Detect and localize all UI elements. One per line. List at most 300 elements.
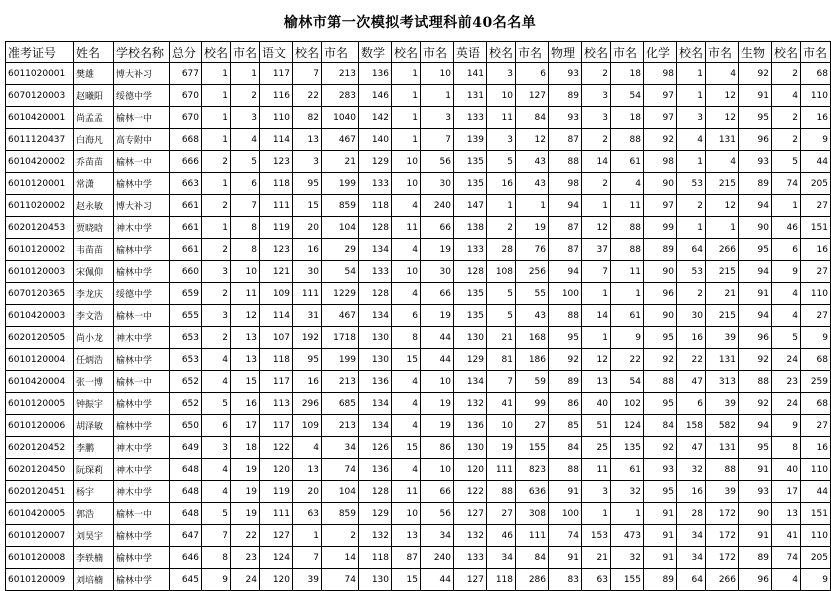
score-cell: 95	[644, 481, 677, 503]
column-header: 化学	[644, 42, 677, 63]
score-cell: 308	[516, 503, 549, 525]
score-cell: 1	[611, 503, 644, 525]
score-cell: 51	[582, 415, 611, 437]
score-cell: 659	[170, 283, 202, 305]
score-cell: 27	[516, 415, 549, 437]
score-cell: 98	[644, 151, 677, 173]
score-cell: 19	[421, 393, 454, 415]
name-cell: 尚小龙	[74, 327, 114, 349]
score-cell: 130	[359, 349, 392, 371]
table-row	[6, 459, 831, 481]
column-header: 英语	[454, 42, 487, 63]
score-cell: 127	[454, 569, 487, 591]
score-cell: 1	[202, 85, 231, 107]
score-cell: 131	[706, 129, 739, 151]
score-cell: 213	[322, 371, 359, 393]
exam-id-cell: 6020120451	[6, 481, 74, 503]
score-cell: 84	[549, 437, 582, 459]
score-cell: 16	[801, 239, 831, 261]
score-cell: 61	[611, 459, 644, 481]
score-cell: 7	[293, 547, 322, 569]
score-cell: 94	[739, 415, 772, 437]
score-cell: 12	[516, 129, 549, 151]
score-cell: 28	[677, 503, 706, 525]
school-cell: 榆林中学	[114, 349, 170, 371]
score-cell: 30	[421, 261, 454, 283]
score-cell: 135	[611, 437, 644, 459]
score-cell: 66	[421, 481, 454, 503]
score-cell: 4	[392, 283, 421, 305]
score-cell: 27	[801, 305, 831, 327]
score-cell: 1040	[322, 107, 359, 129]
score-cell: 10	[421, 459, 454, 481]
score-cell: 1	[582, 195, 611, 217]
column-header: 市名	[706, 42, 739, 63]
score-cell: 94	[739, 305, 772, 327]
score-cell: 648	[170, 503, 202, 525]
score-cell: 34	[322, 437, 359, 459]
score-cell: 240	[421, 547, 454, 569]
score-cell: 102	[611, 393, 644, 415]
table-row	[6, 393, 831, 415]
name-cell: 尚孟孟	[74, 107, 114, 129]
score-cell: 4	[202, 349, 231, 371]
name-cell: 胡泽敏	[74, 415, 114, 437]
score-cell: 135	[454, 283, 487, 305]
score-cell: 127	[260, 525, 293, 547]
score-cell: 54	[611, 85, 644, 107]
school-cell: 榆林中学	[114, 261, 170, 283]
score-cell: 132	[359, 525, 392, 547]
name-cell: 李鹏	[74, 437, 114, 459]
score-cell: 2	[202, 327, 231, 349]
score-cell: 94	[549, 261, 582, 283]
score-cell: 91	[739, 459, 772, 481]
score-cell: 4	[202, 481, 231, 503]
table-row	[6, 547, 831, 569]
score-cell: 16	[293, 239, 322, 261]
score-cell: 3	[202, 305, 231, 327]
exam-id-cell: 6011020002	[6, 195, 74, 217]
score-cell: 32	[611, 547, 644, 569]
score-cell: 64	[677, 569, 706, 591]
score-cell: 1	[421, 85, 454, 107]
score-cell: 4	[392, 415, 421, 437]
score-cell: 88	[549, 305, 582, 327]
score-cell: 96	[739, 327, 772, 349]
score-cell: 96	[739, 129, 772, 151]
score-cell: 136	[359, 371, 392, 393]
score-cell: 99	[516, 393, 549, 415]
score-cell: 93	[739, 481, 772, 503]
score-cell: 1	[487, 195, 516, 217]
score-cell: 118	[260, 173, 293, 195]
score-cell: 13	[392, 525, 421, 547]
score-cell: 132	[454, 525, 487, 547]
score-cell: 9	[202, 569, 231, 591]
score-cell: 17	[231, 415, 260, 437]
score-cell: 111	[293, 283, 322, 305]
score-cell: 4	[706, 63, 739, 85]
score-cell: 95	[644, 327, 677, 349]
school-cell: 神木中学	[114, 217, 170, 239]
score-cell: 9	[772, 415, 801, 437]
score-cell: 6	[677, 393, 706, 415]
score-cell: 88	[611, 217, 644, 239]
score-cell: 4	[202, 371, 231, 393]
score-cell: 4	[611, 173, 644, 195]
score-cell: 10	[392, 173, 421, 195]
score-cell: 859	[322, 503, 359, 525]
score-cell: 89	[739, 547, 772, 569]
score-cell: 2	[677, 195, 706, 217]
score-cell: 2	[202, 195, 231, 217]
score-cell: 11	[611, 195, 644, 217]
score-cell: 10	[421, 371, 454, 393]
score-cell: 30	[677, 305, 706, 327]
score-cell: 107	[260, 327, 293, 349]
column-header: 校名	[392, 42, 421, 63]
score-cell: 4	[392, 371, 421, 393]
school-cell: 博大补习	[114, 63, 170, 85]
name-cell: 李龙庆	[74, 283, 114, 305]
score-cell: 1	[392, 107, 421, 129]
name-cell: 乔苗苗	[74, 151, 114, 173]
score-cell: 89	[549, 371, 582, 393]
name-cell: 贾晓晗	[74, 217, 114, 239]
score-cell: 645	[170, 569, 202, 591]
score-cell: 64	[677, 239, 706, 261]
score-cell: 652	[170, 371, 202, 393]
score-cell: 660	[170, 261, 202, 283]
score-cell: 16	[487, 173, 516, 195]
score-cell: 34	[677, 525, 706, 547]
table-row	[6, 107, 831, 129]
score-cell: 95	[739, 437, 772, 459]
score-cell: 18	[231, 437, 260, 459]
score-cell: 134	[359, 415, 392, 437]
score-cell: 215	[706, 305, 739, 327]
score-cell: 89	[549, 85, 582, 107]
score-cell: 4	[293, 437, 322, 459]
score-cell: 134	[359, 393, 392, 415]
table-row	[6, 261, 831, 283]
score-cell: 74	[549, 525, 582, 547]
score-cell: 90	[644, 261, 677, 283]
score-cell: 96	[739, 569, 772, 591]
score-cell: 104	[322, 481, 359, 503]
score-cell: 6	[231, 173, 260, 195]
exam-id-cell: 6010120006	[6, 415, 74, 437]
score-cell: 1	[202, 173, 231, 195]
score-cell: 2	[231, 85, 260, 107]
score-cell: 823	[516, 459, 549, 481]
sheet-title: 榆林市第一次模拟考试理科前40名名单	[283, 15, 537, 31]
score-cell: 4	[392, 239, 421, 261]
score-cell: 110	[801, 85, 831, 107]
score-cell: 129	[359, 151, 392, 173]
name-cell: 常潇	[74, 173, 114, 195]
score-cell: 670	[170, 85, 202, 107]
score-cell: 136	[454, 415, 487, 437]
score-cell: 124	[260, 547, 293, 569]
score-cell: 120	[260, 459, 293, 481]
score-cell: 3	[421, 107, 454, 129]
school-cell: 榆林中学	[114, 239, 170, 261]
score-cell: 127	[454, 503, 487, 525]
score-cell: 5	[231, 151, 260, 173]
table-row	[6, 217, 831, 239]
score-cell: 117	[260, 63, 293, 85]
score-cell: 39	[706, 327, 739, 349]
score-cell: 87	[549, 129, 582, 151]
score-cell: 94	[739, 261, 772, 283]
score-cell: 12	[706, 107, 739, 129]
score-cell: 8	[231, 217, 260, 239]
score-cell: 132	[454, 393, 487, 415]
name-cell: 李文浩	[74, 305, 114, 327]
score-cell: 22	[611, 349, 644, 371]
score-cell: 27	[801, 195, 831, 217]
score-cell: 1	[392, 85, 421, 107]
score-cell: 134	[359, 239, 392, 261]
score-cell: 30	[421, 173, 454, 195]
score-cell: 3	[231, 107, 260, 129]
score-cell: 74	[322, 459, 359, 481]
exam-id-cell: 6010120001	[6, 173, 74, 195]
column-header: 校名	[202, 42, 231, 63]
name-cell: 刘培楠	[74, 569, 114, 591]
score-cell: 25	[582, 437, 611, 459]
exam-id-cell: 6011020001	[6, 63, 74, 85]
score-cell: 158	[677, 415, 706, 437]
score-cell: 43	[516, 173, 549, 195]
score-cell: 89	[739, 173, 772, 195]
score-cell: 2	[582, 173, 611, 195]
score-cell: 146	[359, 85, 392, 107]
score-cell: 95	[739, 107, 772, 129]
score-cell: 661	[170, 217, 202, 239]
score-cell: 56	[421, 503, 454, 525]
score-cell: 9	[801, 569, 831, 591]
score-cell: 4	[772, 305, 801, 327]
ranking-table	[5, 41, 831, 591]
score-cell: 91	[739, 525, 772, 547]
table-row	[6, 371, 831, 393]
score-cell: 4	[772, 283, 801, 305]
exam-id-cell: 6070120003	[6, 85, 74, 107]
score-cell: 119	[260, 481, 293, 503]
score-cell: 111	[260, 195, 293, 217]
score-cell: 96	[644, 283, 677, 305]
score-cell: 47	[677, 371, 706, 393]
score-cell: 86	[549, 393, 582, 415]
score-cell: 4	[772, 85, 801, 107]
score-cell: 119	[260, 217, 293, 239]
score-cell: 92	[739, 349, 772, 371]
score-cell: 1	[293, 525, 322, 547]
score-cell: 199	[322, 349, 359, 371]
column-header: 数学	[359, 42, 392, 63]
score-cell: 100	[549, 503, 582, 525]
score-cell: 19	[487, 437, 516, 459]
score-cell: 1	[706, 217, 739, 239]
score-cell: 131	[706, 437, 739, 459]
score-cell: 661	[170, 195, 202, 217]
score-cell: 12	[706, 85, 739, 107]
school-cell: 高专附中	[114, 129, 170, 151]
score-cell: 87	[549, 217, 582, 239]
score-cell: 84	[516, 107, 549, 129]
score-cell: 13	[293, 459, 322, 481]
score-cell: 108	[487, 261, 516, 283]
score-cell: 124	[611, 415, 644, 437]
score-cell: 95	[549, 327, 582, 349]
score-cell: 213	[322, 415, 359, 437]
score-cell: 44	[801, 481, 831, 503]
score-cell: 136	[359, 63, 392, 85]
score-cell: 129	[454, 349, 487, 371]
score-cell: 88	[487, 481, 516, 503]
name-cell: 宋佩仰	[74, 261, 114, 283]
score-cell: 21	[487, 327, 516, 349]
score-cell: 215	[706, 261, 739, 283]
score-cell: 88	[549, 459, 582, 481]
score-cell: 39	[706, 481, 739, 503]
score-cell: 151	[801, 217, 831, 239]
score-cell: 61	[611, 305, 644, 327]
exam-id-cell: 6020120450	[6, 459, 74, 481]
table-row	[6, 239, 831, 261]
score-cell: 31	[293, 305, 322, 327]
score-cell: 5	[772, 327, 801, 349]
score-cell: 648	[170, 459, 202, 481]
score-cell: 114	[260, 129, 293, 151]
exam-id-cell: 6010420002	[6, 151, 74, 173]
score-cell: 90	[739, 503, 772, 525]
score-cell: 39	[293, 569, 322, 591]
score-cell: 19	[421, 415, 454, 437]
score-cell: 3	[487, 129, 516, 151]
score-cell: 4	[392, 195, 421, 217]
score-cell: 122	[454, 481, 487, 503]
score-cell: 76	[516, 239, 549, 261]
score-cell: 120	[260, 569, 293, 591]
score-cell: 68	[801, 393, 831, 415]
score-cell: 313	[706, 371, 739, 393]
score-cell: 97	[644, 107, 677, 129]
column-header: 姓名	[74, 42, 114, 63]
score-cell: 859	[322, 195, 359, 217]
school-cell: 榆林中学	[114, 525, 170, 547]
score-cell: 11	[487, 107, 516, 129]
score-cell: 47	[677, 437, 706, 459]
score-cell: 10	[392, 151, 421, 173]
exam-id-cell: 6010120004	[6, 349, 74, 371]
score-cell: 7	[293, 63, 322, 85]
score-cell: 168	[516, 327, 549, 349]
exam-id-cell: 6070120365	[6, 283, 74, 305]
score-cell: 6	[516, 63, 549, 85]
school-cell: 榆林一中	[114, 371, 170, 393]
score-cell: 109	[260, 283, 293, 305]
score-cell: 5	[202, 393, 231, 415]
score-cell: 677	[170, 63, 202, 85]
score-cell: 87	[549, 239, 582, 261]
score-cell: 91	[549, 547, 582, 569]
score-cell: 128	[359, 283, 392, 305]
score-cell: 134	[454, 371, 487, 393]
score-cell: 172	[706, 503, 739, 525]
score-cell: 41	[487, 393, 516, 415]
score-cell: 24	[772, 393, 801, 415]
score-cell: 240	[421, 195, 454, 217]
score-cell: 7	[487, 371, 516, 393]
score-cell: 649	[170, 437, 202, 459]
score-cell: 93	[644, 459, 677, 481]
score-cell: 21	[322, 151, 359, 173]
score-cell: 27	[487, 503, 516, 525]
score-cell: 34	[487, 547, 516, 569]
score-cell: 84	[644, 415, 677, 437]
score-cell: 9	[801, 327, 831, 349]
exam-id-cell: 6020120505	[6, 327, 74, 349]
score-cell: 21	[582, 547, 611, 569]
score-cell: 11	[582, 459, 611, 481]
column-header: 校名	[582, 42, 611, 63]
score-cell: 68	[801, 63, 831, 85]
score-cell: 16	[231, 393, 260, 415]
score-cell: 93	[549, 107, 582, 129]
exam-id-cell: 6010120008	[6, 547, 74, 569]
score-cell: 98	[644, 63, 677, 85]
column-header: 总分	[170, 42, 202, 63]
score-cell: 17	[772, 481, 801, 503]
score-cell: 37	[582, 239, 611, 261]
score-cell: 4	[772, 569, 801, 591]
score-cell: 6	[392, 305, 421, 327]
score-cell: 14	[582, 305, 611, 327]
score-cell: 74	[322, 569, 359, 591]
score-cell: 663	[170, 173, 202, 195]
score-cell: 213	[322, 63, 359, 85]
score-cell: 1	[202, 217, 231, 239]
score-cell: 8	[392, 327, 421, 349]
score-cell: 7	[421, 129, 454, 151]
score-cell: 92	[739, 393, 772, 415]
score-cell: 2	[202, 283, 231, 305]
score-cell: 4	[202, 459, 231, 481]
score-cell: 83	[549, 569, 582, 591]
score-cell: 19	[421, 239, 454, 261]
table-row	[6, 195, 831, 217]
score-cell: 13	[582, 371, 611, 393]
score-cell: 27	[801, 261, 831, 283]
score-cell: 46	[772, 217, 801, 239]
score-cell: 44	[421, 327, 454, 349]
school-cell: 榆林一中	[114, 305, 170, 327]
score-cell: 126	[359, 437, 392, 459]
score-cell: 22	[677, 349, 706, 371]
score-cell: 34	[421, 525, 454, 547]
score-cell: 44	[421, 349, 454, 371]
exam-id-cell: 6010420003	[6, 305, 74, 327]
score-cell: 104	[322, 217, 359, 239]
score-cell: 1	[677, 151, 706, 173]
score-cell: 3	[202, 437, 231, 459]
score-cell: 9	[611, 327, 644, 349]
score-cell: 131	[706, 349, 739, 371]
